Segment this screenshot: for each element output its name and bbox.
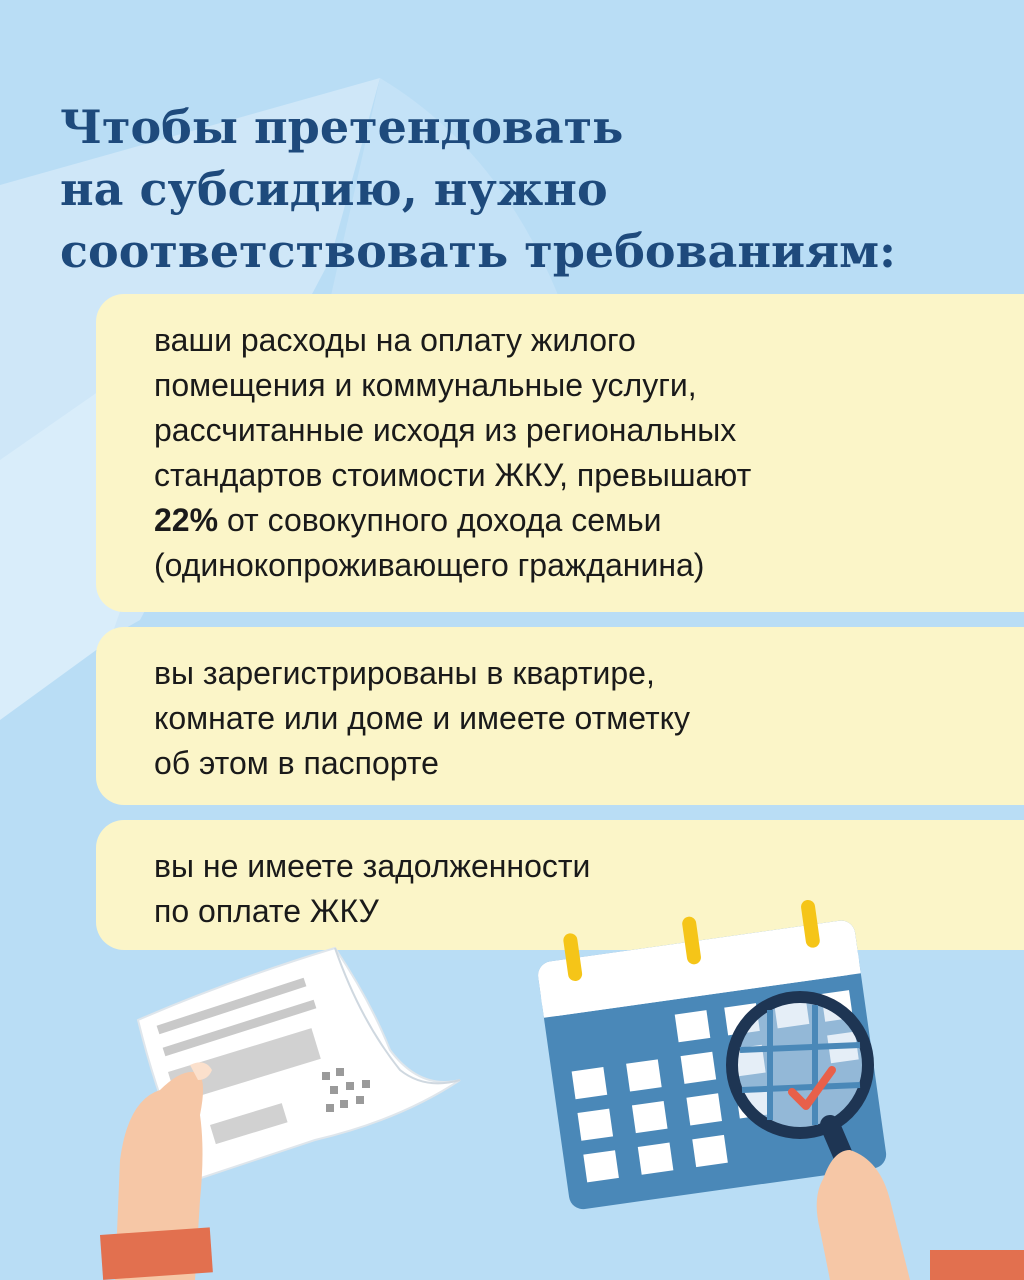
requirement-card-registration (96, 627, 1024, 805)
page-title (60, 96, 980, 282)
requirement-line (154, 498, 1024, 543)
requirement-card-income (96, 294, 1024, 612)
requirement-line: комнате или доме и имеете отметку (154, 700, 691, 736)
requirement-line: вы зарегистрированы в квартире, (154, 655, 655, 691)
requirement-line: помещения и коммунальные услуги, (154, 367, 697, 403)
requirement-line: об этом в паспорте (154, 745, 439, 781)
requirement-line: по оплате ЖКУ (154, 893, 379, 929)
requirement-text (154, 651, 1024, 786)
requirement-line: (одинокопроживающего гражданина) (154, 547, 705, 583)
title-line: соответствовать требованиям: (60, 224, 897, 278)
percent-highlight: 22% (154, 502, 219, 538)
calendar-with-magnifier-icon (530, 870, 1024, 1280)
title-line: Чтобы претендовать (60, 100, 624, 154)
hand-holding-receipt-icon (100, 940, 480, 1280)
requirement-text (154, 318, 1024, 588)
requirement-line: ваши расходы на оплату жилого (154, 322, 636, 358)
requirement-line-rest: от совокупного дохода семьи (218, 502, 662, 538)
requirement-line: вы не имеете задолженности (154, 848, 591, 884)
title-line: на субсидию, нужно (60, 162, 608, 216)
requirement-line: рассчитанные исходя из региональных (154, 412, 737, 448)
requirement-line: стандартов стоимости ЖКУ, превышают (154, 457, 752, 493)
